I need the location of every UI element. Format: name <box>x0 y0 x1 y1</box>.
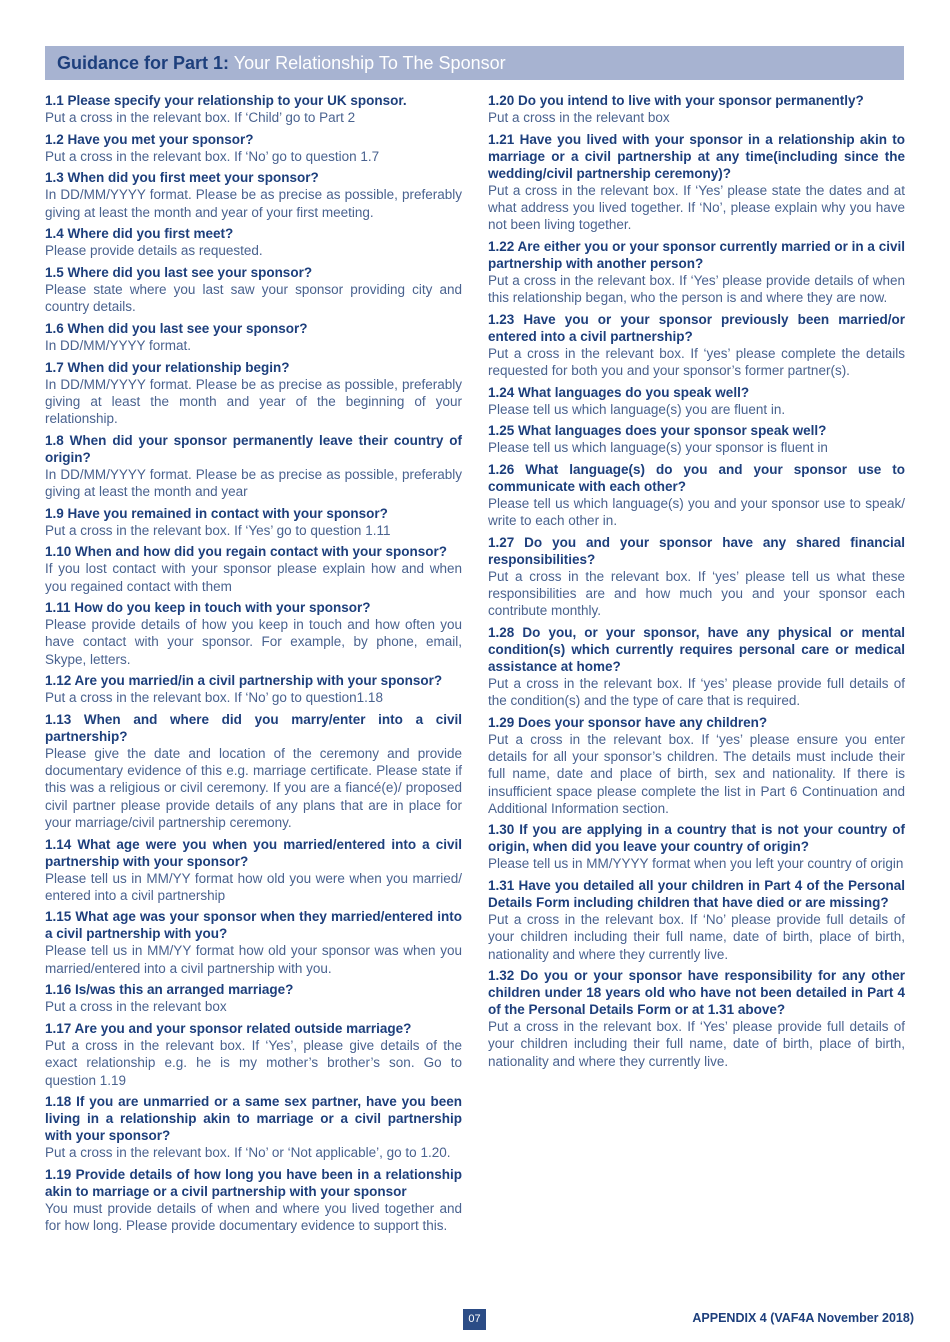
guidance-answer: Put a cross in the relevant box <box>488 110 670 125</box>
guidance-answer: Put a cross in the relevant box. If ‘Yes’ please provide full details of your children including their full name, date of birth, place of birth, nationality and where they currently live. <box>488 1019 905 1069</box>
guidance-item <box>45 264 462 315</box>
guidance-item <box>488 422 905 456</box>
guidance-answer: Put a cross in the relevant box. If ‘Yes’ please provide details of when this relationship began, who the person is and where they are now. <box>488 272 905 306</box>
guidance-item <box>488 384 905 418</box>
guidance-answer: Put a cross in the relevant box. If ‘No’ or ‘Not applicable’, go to 1.20. <box>45 1145 451 1161</box>
form-code: APPENDIX 4 (VAF4A November 2018) <box>692 1311 914 1325</box>
guidance-question: 1.5 Where did you last see your sponsor? <box>45 265 313 281</box>
guidance-question: 1.19 Provide details of how long you have been in a relationship akin to marriage or a civil partnership with your sponsor <box>45 1166 462 1199</box>
guidance-answer: Put a cross in the relevant box. If ‘yes’ please ensure you enter details for all your sponsor’s children. The details must include their full name, date and place of birth, sex and nationality. If there is insufficient space please complete the list in Part 6 Continuation and Additional Information section. <box>488 731 905 816</box>
guidance-question: 1.3 When did you first meet your sponsor? <box>45 170 319 186</box>
guidance-item <box>488 714 905 817</box>
guidance-item <box>45 432 462 500</box>
guidance-question: 1.28 Do you, or your sponsor, have any physical or mental condition(s) which currently requires personal care or medical assistance at home? <box>488 625 905 675</box>
guidance-question: 1.4 Where did you first meet? <box>45 226 234 242</box>
right-column <box>488 92 905 1074</box>
guidance-question: 1.20 Do you intend to live with your sponsor permanently? <box>488 93 864 108</box>
guidance-item <box>488 877 905 963</box>
guidance-item <box>488 311 905 379</box>
guidance-item <box>488 131 905 234</box>
guidance-question: 1.16 Is/was this an arranged marriage? <box>45 982 294 998</box>
section-title <box>57 54 506 72</box>
guidance-answer: If you lost contact with your sponsor please explain how and when you regained contact with them <box>45 561 462 594</box>
guidance-question: 1.18 If you are unmarried or a same sex partner, have you been living in a relationship akin to marriage or a civil partnership with your sponsor? <box>45 1094 462 1144</box>
guidance-question: 1.21 Have you lived with your sponsor in a relationship akin to marriage or a civil partnership at any time(including since the wedding/civil partnership ceremony)? <box>488 131 905 181</box>
guidance-question: 1.9 Have you remained in contact with your sponsor? <box>45 505 388 521</box>
guidance-answer: Please tell us in MM/YY format how old your sponsor was when you married/entered into a civil partnership with you. <box>45 943 462 976</box>
section-title-rest: Your Relationship To The Sponsor <box>233 53 506 73</box>
guidance-item <box>45 359 462 428</box>
guidance-item <box>488 461 905 529</box>
left-column <box>45 92 462 1239</box>
guidance-item <box>488 821 905 872</box>
guidance-answer: In DD/MM/YYYY format. Please be as precise as possible, preferably giving at least the month and year <box>45 466 462 499</box>
guidance-answer: Put a cross in the relevant box. If ‘Yes’, please give details of the exact relationship e.g. he is my mother’s brother’s son. Go to question 1.19 <box>45 1038 462 1088</box>
guidance-item <box>488 92 905 126</box>
guidance-answer: Put a cross in the relevant box. If ‘No’ go to question 1.7 <box>45 148 380 164</box>
guidance-item <box>45 599 462 668</box>
guidance-answer: Put a cross in the relevant box. If ‘yes’ please tell us what these responsibilities are and how much you and your sponsor each contribute monthly. <box>488 568 905 619</box>
guidance-question: 1.12 Are you married/in a civil partnership with your sponsor? <box>45 673 443 689</box>
guidance-answer: Put a cross in the relevant box. If ‘Yes’ go to question 1.11 <box>45 522 391 538</box>
guidance-item <box>45 169 462 220</box>
guidance-question: 1.11 How do you keep in touch with your sponsor? <box>45 600 371 616</box>
guidance-question: 1.1 Please specify your relationship to your UK sponsor. <box>45 93 407 108</box>
guidance-answer: Please give the date and location of the ceremony and provide documentary evidence of this e.g. marriage certificate. Please state if this was a religious or civil ceremony. If you are a fiancé(e)/ proposed civil partner please provide details of any plans that are in place for your marriage/civil partnership ceremony. <box>45 746 462 830</box>
guidance-item <box>45 543 462 594</box>
guidance-item <box>45 836 462 904</box>
guidance-item <box>45 225 462 259</box>
guidance-question: 1.25 What languages does your sponsor speak well? <box>488 423 827 439</box>
guidance-answer: Put a cross in the relevant box <box>45 999 227 1015</box>
guidance-question: 1.13 When and where did you marry/enter into a civil partnership? <box>45 712 462 745</box>
guidance-item <box>488 534 905 620</box>
guidance-question: 1.24 What languages do you speak well? <box>488 384 750 400</box>
guidance-answer: Put a cross in the relevant box. If ‘No’ please provide full details of your children including their full name, date of birth, place of birth, nationality and where they currently live. <box>488 912 905 962</box>
guidance-item <box>45 908 462 976</box>
guidance-answer: In DD/MM/YYYY format. Please be as precise as possible, preferably giving at least the month and year of the beginning of your relationship. <box>45 376 462 427</box>
guidance-answer: Please tell us which language(s) you and your sponsor use to speak/ write to each other in. <box>488 496 905 529</box>
guidance-answer: Please state where you last saw your sponsor providing city and country details. <box>45 282 462 315</box>
guidance-answer: You must provide details of when and where you lived together and for how long. Please provide documentary evidence to support this. <box>45 1200 462 1234</box>
guidance-item <box>45 1166 462 1234</box>
guidance-item <box>45 1020 462 1089</box>
section-header <box>45 46 904 80</box>
guidance-answer: In DD/MM/YYYY format. <box>45 337 192 353</box>
guidance-answer: Please provide details as requested. <box>45 243 263 259</box>
guidance-answer: Put a cross in the relevant box. If ‘yes’ please provide full details of the condition(s) and the type of care that is required. <box>488 676 905 709</box>
guidance-question: 1.22 Are either you or your sponsor currently married or in a civil partnership with another person? <box>488 238 905 271</box>
guidance-answer: Please tell us in MM/YYYY format when you left your country of origin <box>488 856 904 872</box>
guidance-question: 1.6 When did you last see your sponsor? <box>45 320 308 336</box>
guidance-question: 1.10 When and how did you regain contact with your sponsor? <box>45 544 448 560</box>
guidance-question: 1.17 Are you and your sponsor related outside marriage? <box>45 1021 412 1037</box>
guidance-question: 1.26 What language(s) do you and your sponsor use to communicate with each other? <box>488 462 905 495</box>
guidance-item <box>488 238 905 306</box>
guidance-question: 1.15 What age was your sponsor when they married/entered into a civil partnership with you? <box>45 909 462 942</box>
guidance-question: 1.32 Do you or your sponsor have responsibility for any other children under 18 years old who have not been detailed in Part 4 of the Personal Details Form or at 1.31 above? <box>488 968 905 1018</box>
guidance-answer: Please provide details of how you keep in touch and how often you have contact with your sponsor. For example, by phone, email, Skype, letters. <box>45 617 462 667</box>
guidance-question: 1.29 Does your sponsor have any children? <box>488 714 768 730</box>
section-title-lead: Guidance for Part 1: <box>57 53 230 73</box>
guidance-question: 1.8 When did your sponsor permanently leave their country of origin? <box>45 432 462 465</box>
guidance-question: 1.23 Have you or your sponsor previously been married/or entered into a civil partnership? <box>488 311 905 344</box>
guidance-item <box>488 624 905 709</box>
guidance-answer: Please tell us which language(s) you are fluent in. <box>488 401 786 417</box>
guidance-question: 1.2 Have you met your sponsor? <box>45 131 254 147</box>
guidance-item <box>45 1093 462 1161</box>
guidance-answer: Please tell us which language(s) your sponsor is fluent in <box>488 440 828 456</box>
guidance-question: 1.31 Have you detailed all your children in Part 4 of the Personal Details Form including children that have died or are missing? <box>488 878 905 911</box>
guidance-item <box>45 711 462 831</box>
guidance-answer: Put a cross in the relevant box. If ‘No’ go to question1.18 <box>45 690 383 706</box>
guidance-question: 1.14 What age were you when you married/entered into a civil partnership with your sponsor? <box>45 836 462 869</box>
page-number: 07 <box>463 1309 486 1330</box>
guidance-item <box>45 981 462 1015</box>
guidance-item <box>45 672 462 706</box>
guidance-answer: Please tell us in MM/YY format how old you were when you married/ entered into a civil partnership <box>45 870 462 903</box>
guidance-item <box>45 505 462 539</box>
guidance-answer: Put a cross in the relevant box. If ‘Child’ go to Part 2 <box>45 110 356 125</box>
guidance-question: 1.27 Do you and your sponsor have any shared financial responsibilities? <box>488 534 905 567</box>
guidance-question: 1.7 When did your relationship begin? <box>45 359 290 375</box>
guidance-item <box>45 92 462 126</box>
guidance-question: 1.30 If you are applying in a country that is not your country of origin, when did you leave your country of origin? <box>488 822 905 855</box>
guidance-answer: Put a cross in the relevant box. If ‘yes’ please complete the details requested for both you and your sponsor’s former partner(s). <box>488 345 905 378</box>
guidance-item <box>45 320 462 354</box>
guidance-item <box>488 967 905 1070</box>
guidance-item <box>45 131 462 165</box>
guidance-answer: In DD/MM/YYYY format. Please be as precise as possible, preferably giving at least the month and year of your first meeting. <box>45 187 462 220</box>
guidance-answer: Put a cross in the relevant box. If ‘Yes’ please state the dates and at what address you lived together. If ‘No’, please explain why you have not been living together. <box>488 182 905 233</box>
